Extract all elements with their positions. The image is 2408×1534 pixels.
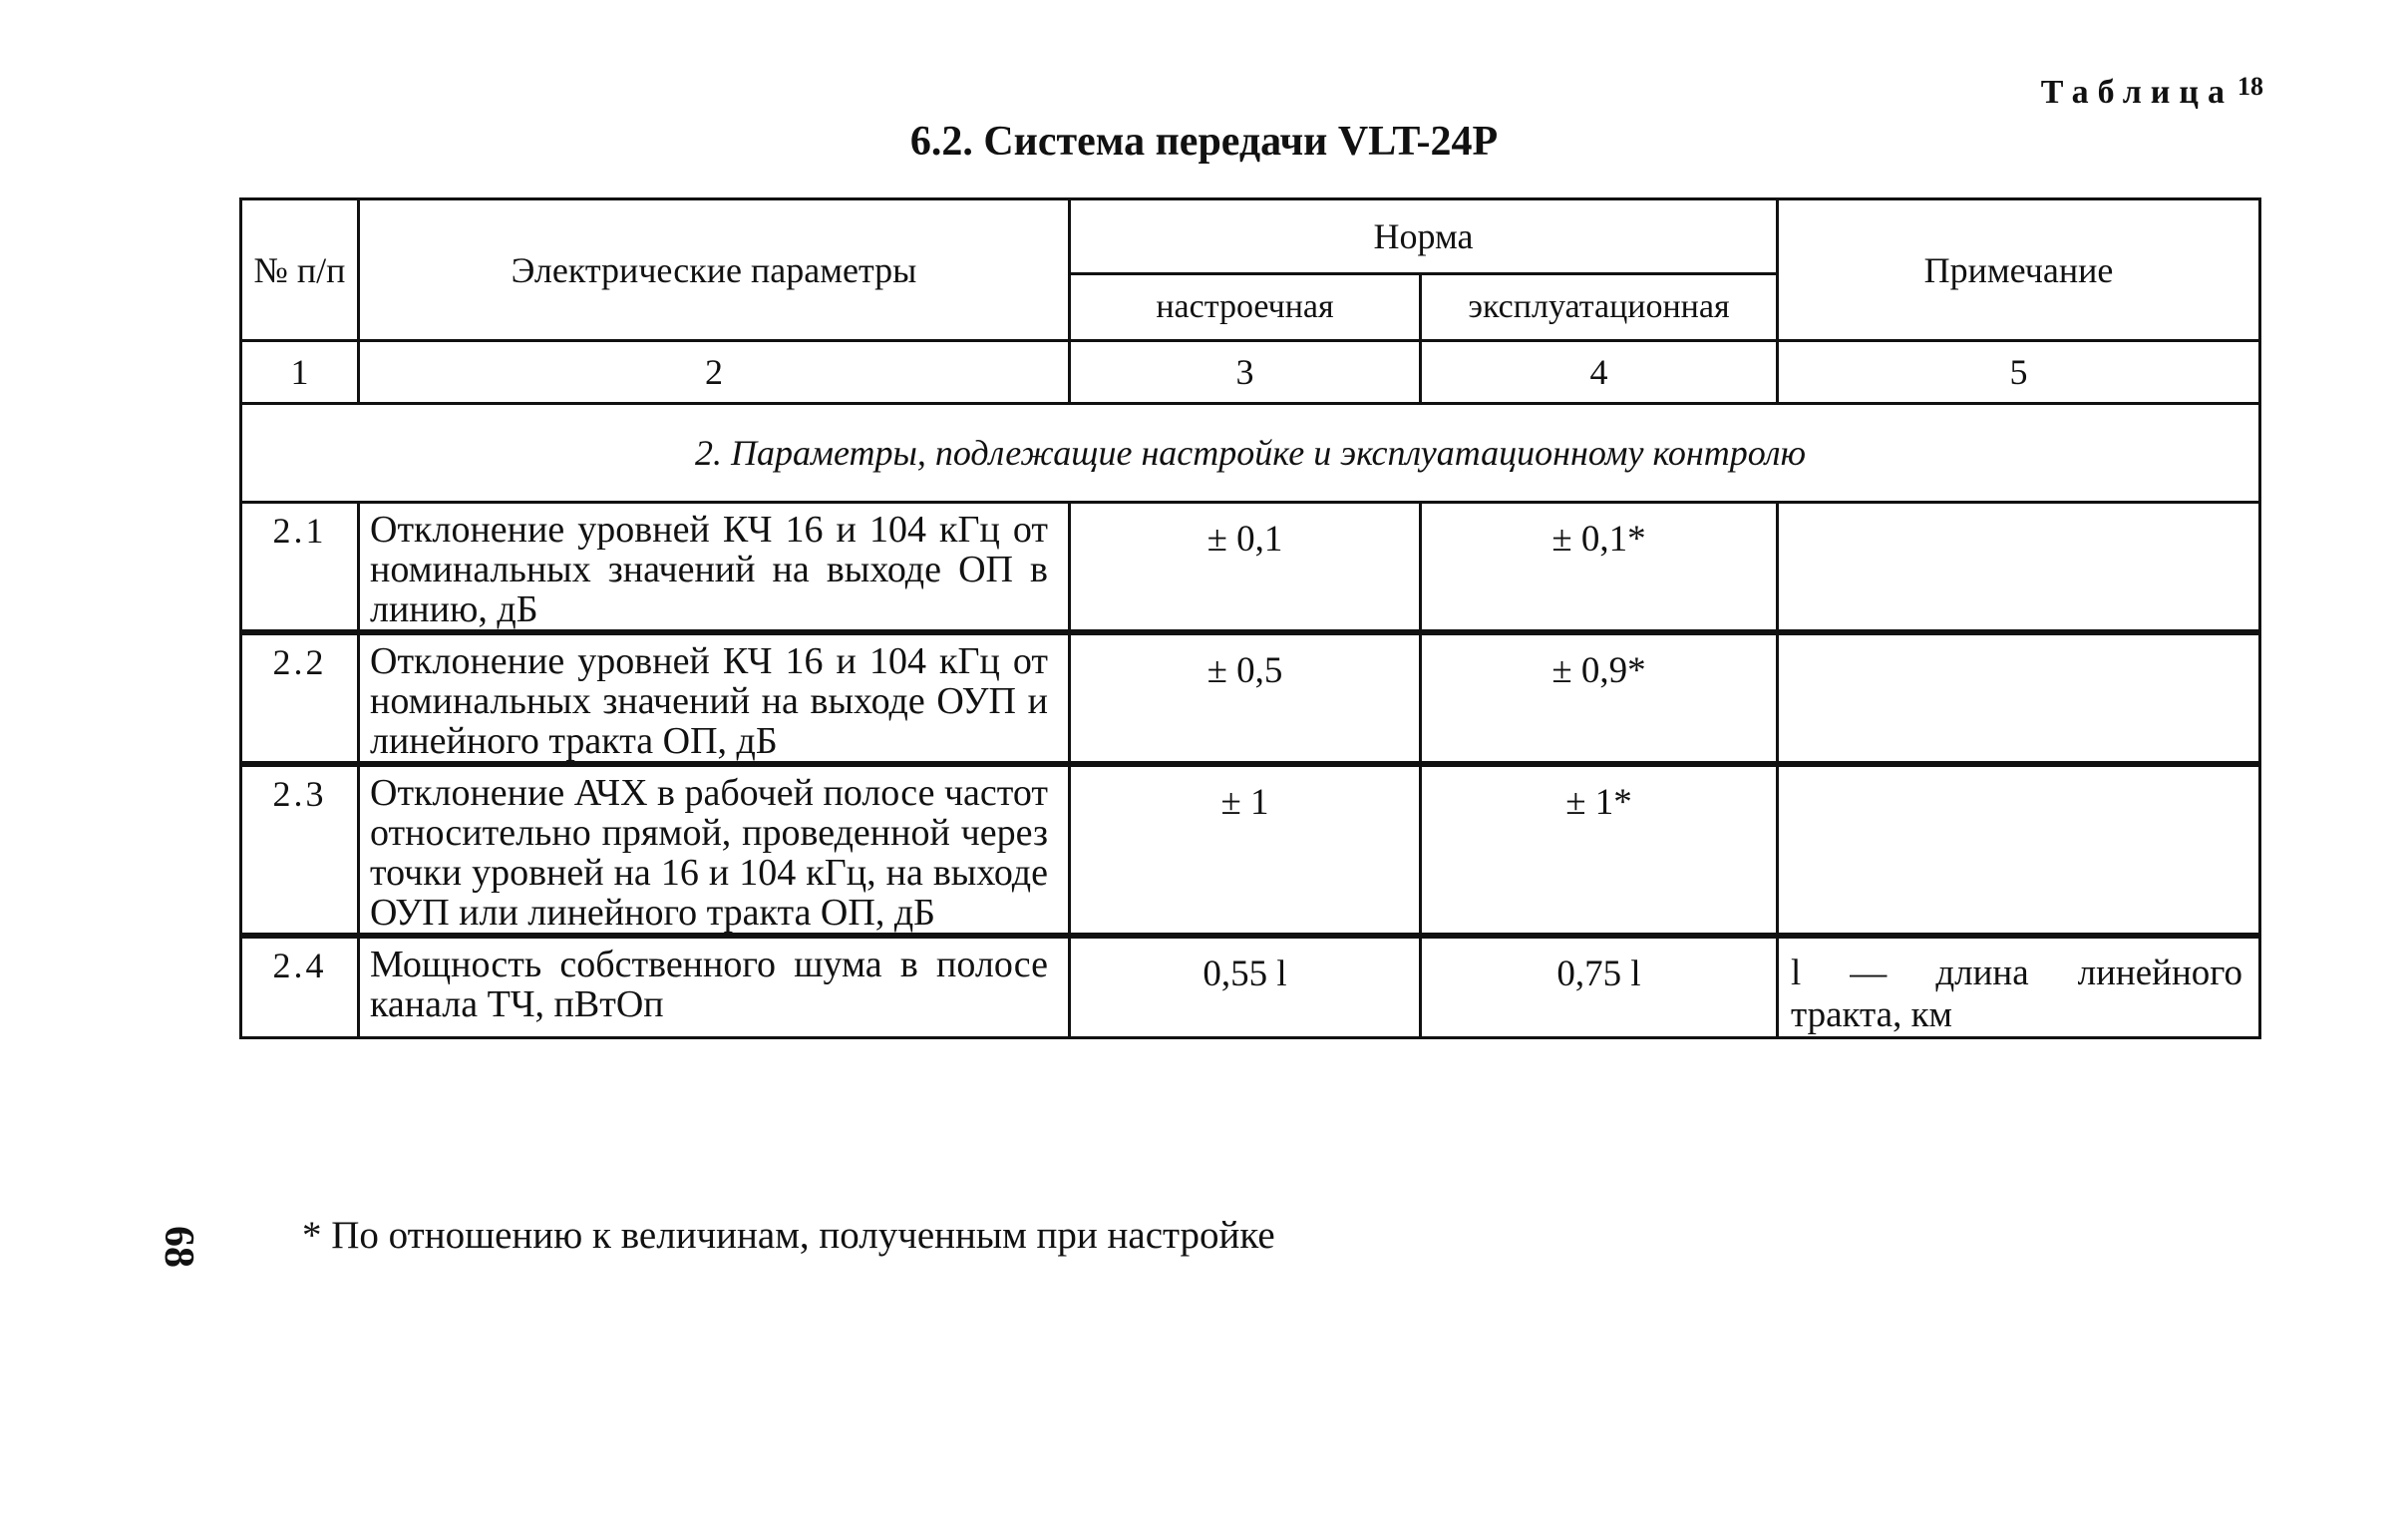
row-note [1778, 634, 2260, 763]
document-title: 6.2. Система передачи VLT-24P [909, 119, 1499, 165]
row-parameter: Отклонение уровней КЧ 16 и 104 кГц от номинальных значений на выходе ОП в линию, дБ [359, 503, 1070, 631]
row-parameter: Мощность собственного шума в полосе канала ТЧ, пВтОп [359, 938, 1070, 1038]
parameters-table [239, 197, 2261, 1039]
column-numbers-row [241, 341, 2260, 404]
row-operation-value: ± 0,9* [1421, 634, 1778, 763]
row-operation-value: 0,75 l [1421, 938, 1778, 1038]
column-number: 1 [241, 341, 359, 404]
row-setup-value: ± 0,5 [1070, 634, 1421, 763]
table-label [2041, 72, 2263, 112]
table-row [241, 634, 2260, 763]
row-number: 2.1 [241, 503, 359, 631]
row-number: 2.3 [241, 766, 359, 935]
row-note [1778, 503, 2260, 631]
page-number: 68 [156, 1226, 201, 1268]
header-num: № п/п [241, 199, 359, 341]
header-norm-operation: эксплуатационная [1421, 274, 1778, 341]
header-norm: Норма [1070, 199, 1778, 274]
column-number: 3 [1070, 341, 1421, 404]
header-norm-setup: настроечная [1070, 274, 1421, 341]
row-operation-value: ± 0,1* [1421, 503, 1778, 631]
table-row [241, 766, 2260, 935]
row-setup-value: ± 1 [1070, 766, 1421, 935]
row-number: 2.4 [241, 938, 359, 1038]
column-number: 4 [1421, 341, 1778, 404]
row-parameter: Отклонение АЧХ в рабочей полосе частот относительно прямой, проведенной через точки уровней на 16 и 104 кГц, на выходе ОУП или линейного тракта ОП, дБ [359, 766, 1070, 935]
row-note [1778, 766, 2260, 935]
table-row [241, 503, 2260, 631]
row-note: l — длина линейного тракта, км [1778, 938, 2260, 1038]
table-row [241, 938, 2260, 1038]
footnote: * По отношению к величинам, полученным при настройке [302, 1214, 1275, 1257]
row-operation-value: ± 1* [1421, 766, 1778, 935]
header-params: Электрические параметры [359, 199, 1070, 341]
section-title: 2. Параметры, подлежащие настройке и эксплуатационному контролю [241, 404, 2260, 503]
row-parameter: Отклонение уровней КЧ 16 и 104 кГц от номинальных значений на выходе ОУП и линейного тракта ОП, дБ [359, 634, 1070, 763]
column-number: 5 [1778, 341, 2260, 404]
row-setup-value: ± 0,1 [1070, 503, 1421, 631]
header-note: Примечание [1778, 199, 2260, 341]
table-label-number: 18 [2237, 72, 2263, 101]
row-number: 2.2 [241, 634, 359, 763]
column-number: 2 [359, 341, 1070, 404]
row-setup-value: 0,55 l [1070, 938, 1421, 1038]
table-label-word: Таблица [2040, 74, 2234, 111]
